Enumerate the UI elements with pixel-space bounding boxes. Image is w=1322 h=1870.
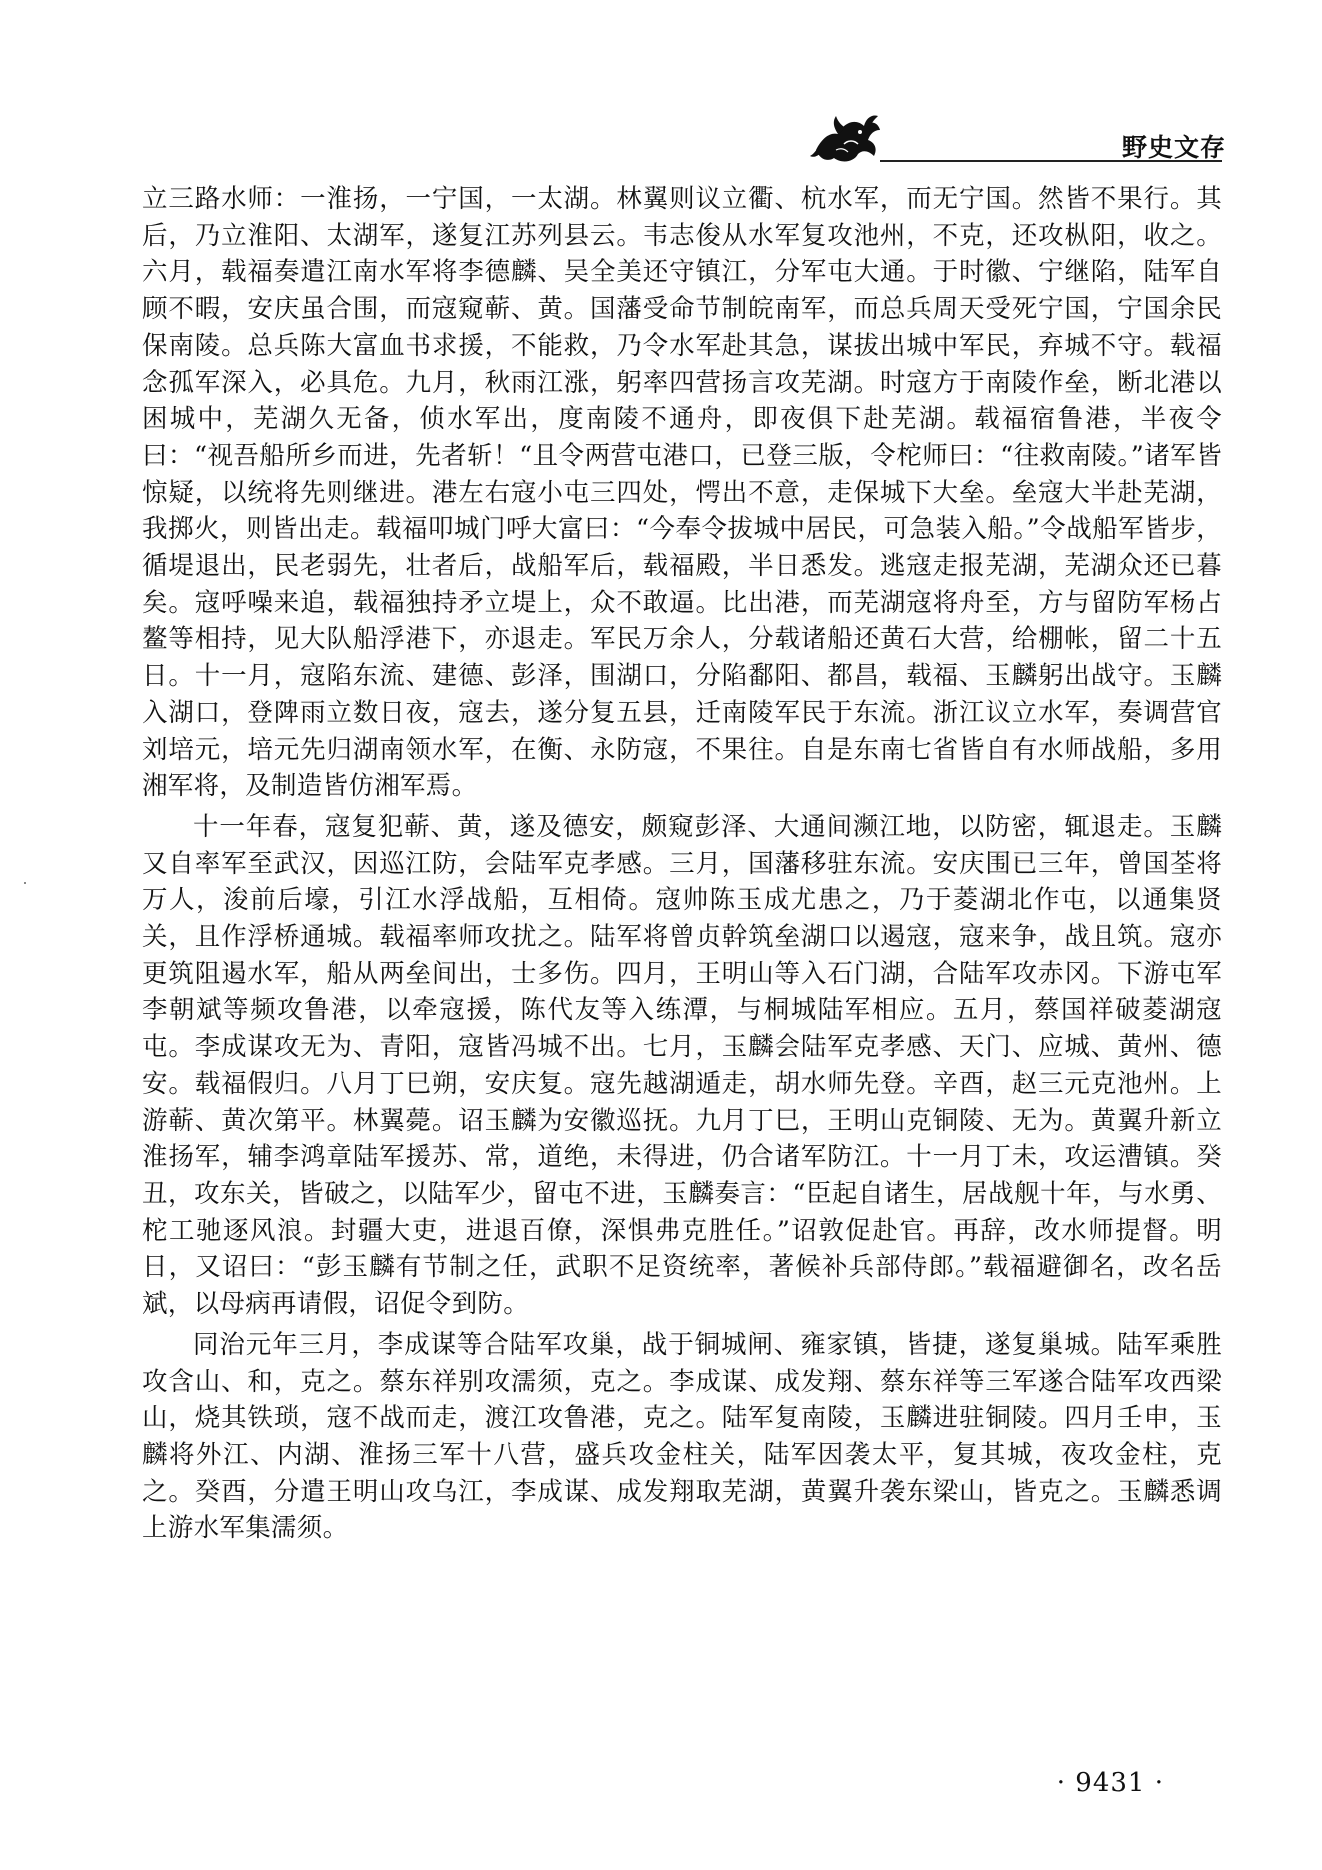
- dragon-emblem-icon: [808, 108, 888, 168]
- margin-speck: [24, 882, 26, 884]
- running-header-title: 野史文存: [1121, 133, 1226, 162]
- page-header: [0, 0, 1322, 170]
- paragraph-3: 同治元年三月，李成谋等合陆军攻巢，战于铜城闸、雍家镇，皆捷，遂复巢城。陆军乘胜攻含山、和，克之。蔡东祥别攻濡须，克之。李成谋、成发翔、蔡东祥等三军遂合陆军攻西梁山，烧其铁琐，寇不战而走，渡江攻鲁港，克之。陆军复南陵，玉麟进驻铜陵。四月壬申，玉麟将外江、内湖、淮扬三军十八营，盛兵攻金柱关，陆军因袭太平，复其城，夜攻金柱，克之。癸酉，分遣王明山攻乌江，李成谋、成发翔取芜湖，黄翼升袭东梁山，皆克之。玉麟悉调上游水军集濡须。: [142, 1329, 1222, 1544]
- body-text: [142, 181, 1222, 1547]
- paragraph-2: 十一年春，寇复犯蕲、黄，遂及德安，颇窥彭泽、大通间濒江地，以防密，辄退走。玉麟又自率军至武汉，因巡江防，会陆军克孝感。三月，国藩移驻东流。安庆围已三年，曾国荃将万人，浚前后壕，引江水浮战船，互相倚。寇帅陈玉成尤患之，乃于菱湖北作屯，以通集贤关，且作浮桥通城。载福率师攻扰之。陆军将曾贞幹筑垒湖口以遏寇，寇来争，战且筑。寇亦更筑阻遏水军，船从两垒间出，士多伤。四月，王明山等入石门湖，合陆军攻赤冈。下游屯军李朝斌等频攻鲁港，以牵寇援，陈代友等入练潭，与桐城陆军相应。五月，蔡国祥破菱湖寇屯。李成谋攻无为、青阳，寇皆冯城不出。七月，玉麟会陆军克孝感、天门、应城、黄州、德安。载福假归。八月丁巳朔，安庆复。寇先越湖遁走，胡水师先登。辛酉，赵三元克池州。上游蕲、黄次第平。林翼薨。诏玉麟为安徽巡抚。九月丁巳，王明山克铜陵、无为。黄翼升新立淮扬军，辅李鸿章陆军援苏、常，道绝，未得进，仍合诸军防江。十一月丁未，攻运漕镇。癸丑，攻东关，皆破之，以陆军少，留屯不进，玉麟奏言：“臣起自诸生，居战舰十年，与水勇、柁工驰逐风浪。封疆大吏，进退百僚，深惧弗克胜任。”诏敦促赴官。再辞，改水师提督。明日，又诏曰：“彭玉麟有节制之任，武职不足资统率，著候补兵部侍郎。”载福避御名，改名岳斌，以母病再请假，诏促令到防。: [142, 811, 1222, 1320]
- paragraph-1: 立三路水师：一淮扬，一宁国，一太湖。林翼则议立衢、杭水军，而无宁国。然皆不果行。其后，乃立淮阳、太湖军，遂复江苏列县云。韦志俊从水军复攻池州，不克，还攻枞阳，收之。六月，载福奏遣江南水军将李德麟、吴全美还守镇江，分军屯大通。于时徽、宁继陷，陆军自顾不暇，安庆虽合围，而寇窥蕲、黄。国藩受命节制皖南军，而总兵周天受死宁国，宁国余民保南陵。总兵陈大富血书求援，不能救，乃令水军赴其急，谋拔出城中军民，弃城不守。载福念孤军深入，必具危。九月，秋雨江涨，躬率四营扬言攻芜湖。时寇方于南陵作垒，断北港以困城中，芜湖久无备，侦水军出，度南陵不通舟，即夜俱下赴芜湖。载福宿鲁港，半夜令曰：“视吾船所乡而进，先者斩！“且令两营屯港口，已登三版，令柁师曰：“往救南陵。”诸军皆惊疑，以统将先则继进。港左右寇小屯三四处，愕出不意，走保城下大垒。垒寇大半赴芜湖，我掷火，则皆出走。载福叩城门呼大富曰：“今奉令拔城中居民，可急装入船。”令战船军皆步，循堤退出，民老弱先，壮者后，战船军后，载福殿，半日悉发。逃寇走报芜湖，芜湖众还已暮矣。寇呼噪来追，载福独持矛立堤上，众不敢逼。比出港，而芜湖寇将舟至，方与留防军杨占鳌等相持，见大队船浮港下，亦退走。军民万余人，分载诸船还黄石大营，给棚帐，留二十五日。十一月，寇陷东流、建德、彭泽，围湖口，分陷鄱阳、都昌，载福、玉麟躬出战守。玉麟入湖口，登陴雨立数日夜，寇去，遂分复五县，迁南陵军民于东流。浙江议立水军，奏调营官刘培元，培元先归湖南领水军，在衡、永防寇，不果往。自是东南七省皆自有水师战船，多用湘军将，及制造皆仿湘军焉。: [142, 184, 1222, 802]
- page-number: · 9431 ·: [1056, 1768, 1164, 1798]
